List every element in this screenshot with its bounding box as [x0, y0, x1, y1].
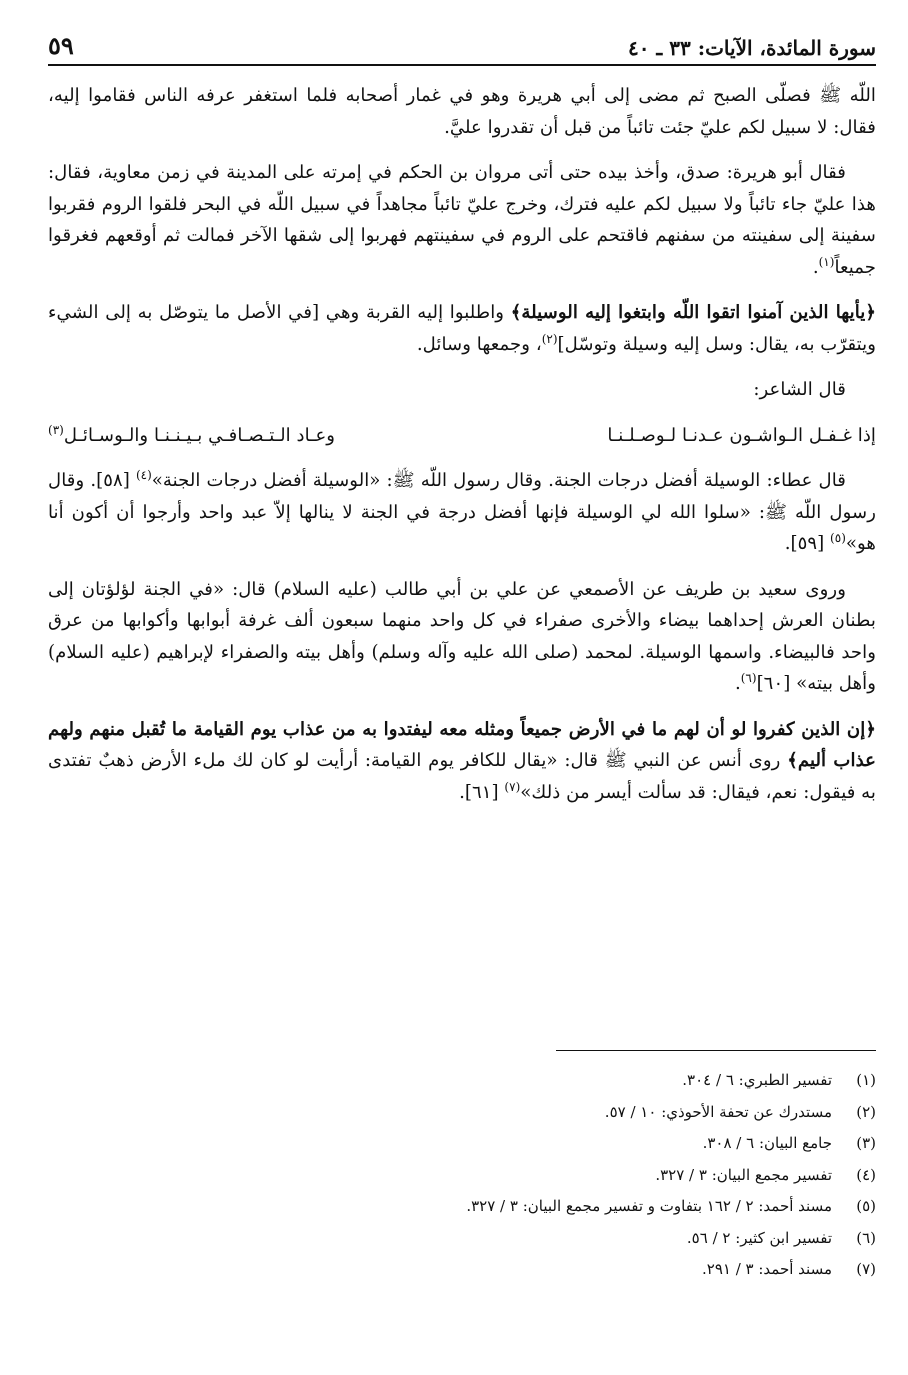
footnotes-section [48, 1050, 876, 1286]
paragraph-3-end: ، وجمعها وسائل. [416, 333, 542, 355]
footnote-text: مستدرك عن تحفة الأحوذي: ١٠ / ٥٧. [604, 1102, 832, 1121]
footnote-number: (٣) [856, 1134, 876, 1152]
paragraph-3-text: واطلبوا إليه القربة وهي [في الأصل ما يتوصّل به إلى الشيء ويتقرّب به، يقال: وسل إليه وسيلة وتوسّل] [48, 302, 876, 355]
book-page [48, 20, 876, 1355]
footnote-text: تفسير الطبري: ٦ / ٣٠٤. [682, 1071, 832, 1089]
paragraph-6 [48, 574, 876, 700]
paragraph-6-text: وروى سعيد بن طريف عن الأصمعي عن علي بن أبي طالب (عليه السلام) قال: «في الجنة لؤلؤتان إلى بطنان العرش إحداهما بيضاء والأخرى صفراء في كل واحد منهما سبعون ألف غرفة أبوابها وأكوابها من عرق واحد فالبيضاء. واسمها الوسيلة. لمحمد (صلى الله عليه وآله وسلم) وأهل بيته والصفراء لإبراهيم (عليه السلام) وأهل بيته» [٦٠] [48, 578, 876, 694]
quran-verse-2: ﴿إن الذين كفروا لو أن لهم ما في الأرض جميعاً ومثله معه ليفتدوا به من عذاب يوم القيامة ما تُقبل منهم ولهم عذاب أليم﴾ [48, 718, 876, 771]
footnote-text: تفسير ابن كثير: ٢ / ٥٦. [686, 1228, 832, 1247]
paragraph-1-text: اللّه ﷺ فصلّى الصبح ثم مضى إلى أبي هريرة وهو في غمار أصحابه فلما استغفر عرفه الناس فقاموا إليه، فقال: لا سبيل لكم عليّ جئت تائباً من قبل أن تقدروا عليَّ. [48, 85, 876, 138]
footnote-item [48, 1128, 876, 1160]
running-title: سورة المائدة، الآيات: ٣٣ ـ ٤٠ [627, 36, 876, 60]
poetry-verse [48, 420, 876, 452]
footnote-item [48, 1097, 876, 1129]
main-text [48, 80, 876, 808]
footnote-number: (٤) [856, 1165, 876, 1184]
footnote-item [48, 1160, 876, 1192]
footnote-number: (٥) [856, 1197, 876, 1215]
footnote-list [48, 1065, 876, 1286]
footnote-ref-6: (٦) [740, 670, 757, 685]
paragraph-6-end: . [734, 673, 741, 694]
paragraph-5-text-a: قال عطاء: الوسيلة أفضل درجات الجنة. وقال رسول اللّه ﷺ: «الوسيلة أفضل درجات الجنة» [151, 470, 846, 491]
paragraph-5-text-c: [٥٩]. [784, 533, 831, 554]
footnote-text: مسند أحمد: ٢ / ١٦٢ بتفاوت و تفسير مجمع البيان: ٣ / ٣٢٧. [466, 1197, 832, 1215]
footnote-item [48, 1223, 876, 1255]
footnote-text: مسند أحمد: ٣ / ٢٩١. [701, 1260, 832, 1278]
verse-second-hemistich-text: وعـاد الـتـصـافـي بـيـنـنـا والـوسـائـل [63, 424, 336, 446]
footnote-number: (١) [856, 1071, 876, 1089]
footnote-ref-2: (٢) [541, 331, 558, 346]
footnote-ref-1: (١) [818, 254, 835, 269]
paragraph-5 [48, 465, 876, 560]
footnote-ref-5: (٥) [830, 530, 846, 545]
paragraph-1 [48, 80, 876, 143]
verse-first-hemistich: إذا غـفـل الـواشـون عـدنـا لـوصـلـنـا [607, 424, 876, 446]
page-header [48, 20, 876, 66]
footnote-divider [556, 1050, 876, 1051]
footnote-item [48, 1254, 876, 1286]
paragraph-2 [48, 157, 876, 283]
paragraph-7 [48, 714, 876, 809]
paragraph-5-text-b: [٥٨]. وقال رسول اللّه ﷺ: «سلوا الله لي الوسيلة فإنها أفضل درجة في الجنة لا ينالها إلاّ عبد واحد وأرجوا أن أكون أنا هو» [48, 470, 876, 554]
paragraph-2-text: فقال أبو هريرة: صدق، وأخذ بيده حتى أتى مروان بن الحكم في إمرته على المدينة في زمن معاوية، فقال: هذا عليّ جاء تائباً ولا سبيل لكم عليه فترك، وخرج عليّ تائباً مجاهداً في سبيل اللّه في البحر فلقوا الروم فقربوا سفينة إلى سفينته من سفنهم فاقتحم على الروم في سفينتهم فهربوا إلى شقها الآخر فمالت ثم أوقعهم فغرقوا جميعاً [48, 162, 876, 278]
footnote-number: (٦) [856, 1228, 876, 1247]
footnote-item [48, 1191, 876, 1223]
footnote-ref-3: (٣) [48, 422, 64, 437]
quran-verse-1: ﴿يأيها الذين آمنوا اتقوا اللّه وابتغوا إليه الوسيلة﴾ [510, 302, 876, 323]
footnote-ref-7: (٧) [504, 779, 521, 794]
footnote-text: تفسير مجمع البيان: ٣ / ٣٢٧. [655, 1165, 832, 1184]
paragraph-2-end: . [812, 256, 819, 278]
footnote-text: جامع البيان: ٦ / ٣٠٨. [702, 1134, 832, 1152]
paragraph-7-end: [٦١]. [459, 781, 505, 803]
paragraph-4-text: قال الشاعر: [753, 379, 846, 400]
paragraph-7-text: روى أنس عن النبي ﷺ قال: «يقال للكافر يوم القيامة: أرأيت لو كان لك ملء الأرض ذهبٌ تفتدى به فيقول: نعم، فيقال: قد سألت أيسر من ذلك» [48, 750, 876, 803]
footnote-number: (٢) [856, 1102, 876, 1121]
paragraph-4 [48, 374, 876, 406]
verse-second-hemistich [48, 420, 429, 452]
footnote-number: (٧) [856, 1260, 876, 1278]
page-number: ٥٩ [48, 31, 74, 60]
footnote-ref-4: (٤) [135, 467, 152, 482]
footnote-item [48, 1065, 876, 1097]
paragraph-3 [48, 297, 876, 360]
